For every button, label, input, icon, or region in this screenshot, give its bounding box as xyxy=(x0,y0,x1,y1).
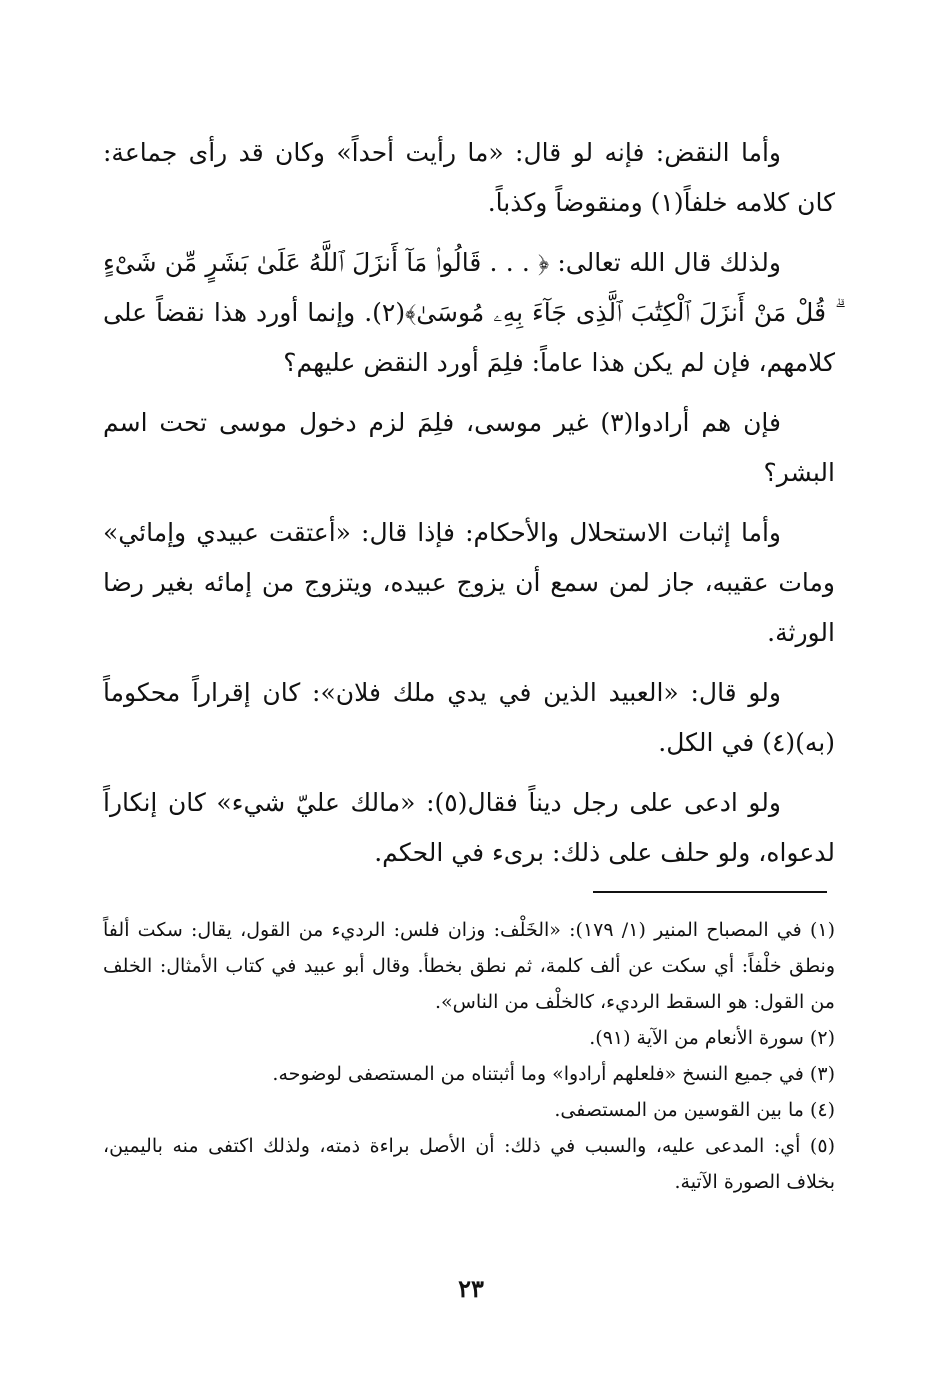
page-number: ٢٣ xyxy=(458,1274,484,1303)
footnote-separator xyxy=(593,891,827,893)
main-text xyxy=(103,128,835,878)
paragraph-inkar: ولو ادعى على رجل ديناً فقال(٥): «مالك عليّ شيء» كان إنكاراً لدعواه، ولو حلف على ذلك: برىء في الحكم. xyxy=(103,788,835,867)
paragraph-musa: فإن هم أرادوا(٣) غير موسى، فلِمَ لزم دخول موسى تحت اسم البشر؟ xyxy=(103,408,835,487)
footnote-4: (٤) ما بين القوسين من المستصفى. xyxy=(554,1099,835,1121)
paragraph-quran-quote: ولذلك قال الله تعالى: ﴿ . . . قَالُوا۟ مَآ أَنزَلَ ٱللَّهُ عَلَىٰ بَشَرٍ مِّن شَىْءٍ ۗ قُلْ مَنْ أَنزَلَ ٱلْكِتَٰبَ ٱلَّذِى جَآءَ بِهِۦ مُوسَىٰ﴾(٢). وإنما أورد هذا نقضاً على كلامهم، فإن لم يكن هذا عاماً: فلِمَ أورد النقض عليهم؟ xyxy=(103,248,836,377)
paragraph-naqd: وأما النقض: فإنه لو قال: «ما رأيت أحداً» وكان قد رأى جماعة: كان كلامه خلفاً(١) ومنقوضاً وكذباً. xyxy=(103,138,835,217)
footnote-3: (٣) في جميع النسخ «فلعلهم أرادوا» وما أثبتناه من المستصفى لوضوحه. xyxy=(272,1063,835,1085)
footnotes xyxy=(103,912,835,1200)
footnote-5: (٥) أي: المدعى عليه، والسبب في ذلك: أن الأصل براءة ذمته، ولذلك اكتفى منه باليمين، بخلاف الصورة الآتية. xyxy=(103,1135,835,1193)
footnote-2: (٢) سورة الأنعام من الآية (٩١). xyxy=(589,1027,835,1049)
paragraph-iqrar: ولو قال: «العبيد الذين في يدي ملك فلان»: كان إقراراً محكوماً (به)(٤) في الكل. xyxy=(103,678,835,757)
footnote-1: (١) في المصباح المنير (١/ ١٧٩): «الخَلْف: وزان فلس: الرديء من القول، يقال: سكت ألفاً ونطق خلْفاً: أي سكت عن ألف كلمة، ثم نطق بخطأ. وقال أبو عبيد في كتاب الأمثال: الخلف من القول: هو السقط الرديء، كالخلْف من الناس». xyxy=(103,919,835,1013)
paragraph-istihlal: وأما إثبات الاستحلال والأحكام: فإذا قال: «أعتقت عبيدي وإمائي» ومات عقيبه، جاز لمن سمع أن يزوج عبيده، ويتزوج من إمائه بغير رضا الورثة. xyxy=(103,518,835,647)
